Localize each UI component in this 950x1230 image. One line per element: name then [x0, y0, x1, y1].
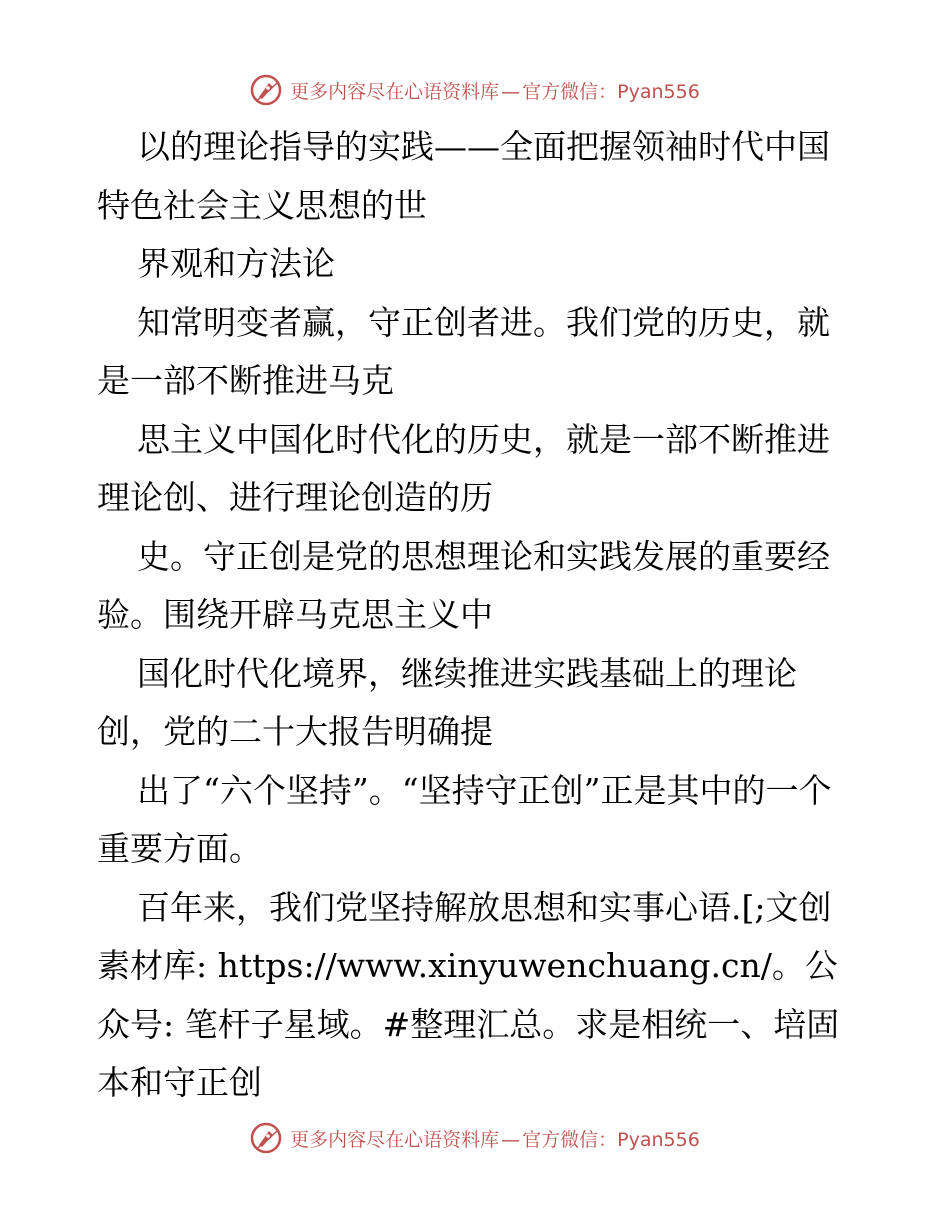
pen-nib-icon: [250, 74, 282, 106]
banner-text: [290, 1125, 700, 1152]
footer-banner: [0, 1118, 950, 1158]
header-banner: [0, 70, 950, 110]
banner-separator: —: [501, 1128, 521, 1151]
paragraph: 思主义中国化时代化的历史，就是一部不断推进理论创、进行理论创造的历: [97, 419, 830, 517]
paragraph: 知常明变者赢，守正创者进。我们党的历史，就是一部不断推进马克: [97, 302, 830, 400]
banner-main-text: 更多内容尽在心语资料库: [290, 1128, 500, 1151]
pen-nib-icon: [250, 1122, 282, 1154]
banner-content: [250, 74, 700, 106]
paragraph: 以的理论指导的实践——全面把握领袖时代中国特色社会主义思想的世: [97, 127, 830, 225]
banner-official-wechat: 官方微信：Pyan556: [522, 80, 700, 103]
banner-official-wechat: 官方微信：Pyan556: [522, 1128, 700, 1151]
banner-separator: —: [501, 80, 521, 103]
paragraph: 史。守正创是党的思想理论和实践发展的重要经验。围绕开辟马克思主义中: [97, 536, 830, 634]
document-body: [97, 118, 857, 1113]
paragraph: 界观和方法论: [137, 244, 335, 283]
paragraph: 出了“六个坚持”。“坚持守正创”正是其中的一个重要方面。: [97, 770, 832, 868]
banner-content: [250, 1122, 700, 1154]
banner-text: [290, 77, 700, 104]
paragraph: 国化时代化境界，继续推进实践基础上的理论创，党的二十大报告明确提: [97, 653, 797, 751]
paragraph: 百年来，我们党坚持解放思想和实事心语.[;文创素材库: https://www.xinyuwenchuang.cn/。公众号: 笔杆子星域。#整理汇总。求是相统一、培固本和守正创: [97, 887, 840, 1102]
banner-main-text: 更多内容尽在心语资料库: [290, 80, 500, 103]
